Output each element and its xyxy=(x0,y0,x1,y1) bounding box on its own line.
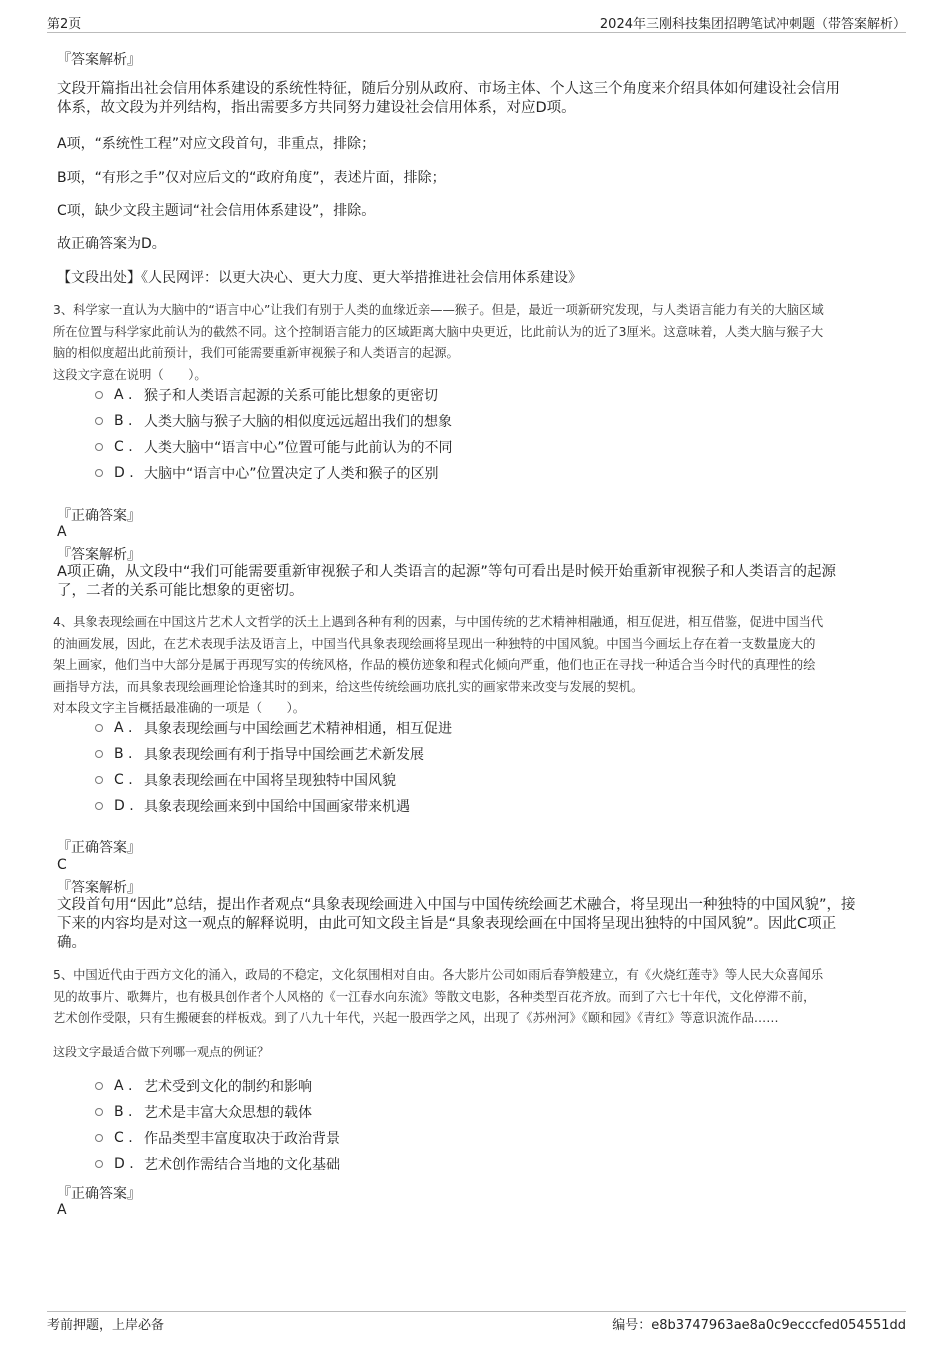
option-letter: C . xyxy=(114,1130,133,1146)
radio-icon[interactable] xyxy=(95,802,103,810)
radio-icon[interactable] xyxy=(95,443,103,451)
q2-conclusion: 故正确答案为D。 xyxy=(57,236,166,252)
header-divider xyxy=(47,32,906,33)
q5-option-d[interactable] xyxy=(95,1154,340,1174)
q2-note-c: C项，缺少文段主题词“社会信用体系建设”，排除。 xyxy=(57,203,376,219)
document-title: 2024年三刚科技集团招聘笔试冲刺题（带答案解析） xyxy=(599,17,906,32)
q5-stem-line: 艺术创作受限，只有生搬硬套的样板戏。到了八九十年代，兴起一股西学之风，出现了《苏州河》《颐和园》《青红》等意识流作品…… xyxy=(53,1011,779,1025)
q4-stem-line: 画指导方法，而具象表现绘画理论恰逢其时的到来，给这些传统绘画功底扎实的画家带来改变与发展的契机。 xyxy=(53,679,644,694)
q3-stem-line: 所在位置与科学家此前认为的截然不同。这个控制语言能力的区域距离大脑中央更近，比此前认为的近了3厘米。这意味着，人类大脑与猴子大 xyxy=(53,324,824,339)
radio-icon[interactable] xyxy=(95,391,103,399)
option-letter: A . xyxy=(114,387,133,403)
option-letter: C . xyxy=(114,772,133,788)
q5-answer-label: 『正确答案』 xyxy=(57,1186,141,1202)
radio-icon[interactable] xyxy=(95,1134,103,1142)
option-letter: D . xyxy=(114,1156,134,1172)
option-text: 艺术受到文化的制约和影响 xyxy=(144,1079,312,1095)
option-letter: A . xyxy=(114,720,133,736)
q4-analysis-line: 文段首句用“因此”总结，提出作者观点“具象表现绘画进入中国与中国传统绘画艺术融合，将呈现出一种独特的中国风貌”，接 xyxy=(57,897,856,913)
q2-analysis-line: 体系，故文段为并列结构，指出需要多方共同努力建设社会信用体系，对应D项。 xyxy=(57,100,576,116)
option-text: 具象表现绘画来到中国给中国画家带来机遇 xyxy=(144,799,410,815)
page-number: 第2页 xyxy=(47,17,82,32)
option-text: 大脑中“语言中心”位置决定了人类和猴子的区别 xyxy=(144,466,439,482)
q3-answer-label: 『正确答案』 xyxy=(57,508,141,524)
q4-analysis xyxy=(57,896,897,953)
q5-stem xyxy=(53,965,898,1030)
radio-icon[interactable] xyxy=(95,724,103,732)
option-text: 具象表现绘画在中国将呈现独特中国风貌 xyxy=(144,773,396,789)
q2-analysis-label: 『答案解析』 xyxy=(57,52,141,68)
radio-icon[interactable] xyxy=(95,750,103,758)
q5-stem-line: 见的故事片、歌舞片，也有极具创作者个人风格的《一江春水向东流》等散文电影，各种类型百花齐放。而到了六七十年代，文化停滞不前， xyxy=(53,989,816,1004)
option-text: 艺术创作需结合当地的文化基础 xyxy=(144,1157,340,1173)
q4-analysis-line: 确。 xyxy=(57,935,86,951)
radio-icon[interactable] xyxy=(95,1108,103,1116)
q4-answer: C xyxy=(57,857,67,873)
document-code: 编号：e8b3747963ae8a0c9ecccfed054551dd xyxy=(612,1318,906,1333)
q3-analysis-line: 了，二者的关系可能比想象的更密切。 xyxy=(57,583,304,599)
option-letter: A . xyxy=(114,1078,133,1094)
q4-stem-line: 对本段文字主旨概括最准确的一项是（ ）。 xyxy=(53,701,306,715)
radio-icon[interactable] xyxy=(95,1160,103,1168)
q2-note-a: A项，“系统性工程”对应文段首句，非重点，排除； xyxy=(57,136,376,152)
radio-icon[interactable] xyxy=(95,1082,103,1090)
q2-analysis xyxy=(57,80,897,118)
q3-stem-line: 这段文字意在说明（ ）。 xyxy=(53,367,207,382)
q3-analysis-label: 『答案解析』 xyxy=(57,547,141,563)
q4-option-a[interactable] xyxy=(95,718,452,738)
q4-option-b[interactable] xyxy=(95,744,424,764)
q5-option-a[interactable] xyxy=(95,1076,312,1096)
option-text: 具象表现绘画有利于指导中国绘画艺术新发展 xyxy=(144,747,424,763)
q5-stem-line: 5、中国近代由于西方文化的涌入，政局的不稳定，文化氛围相对自由。各大影片公司如雨后春笋般建立，有《火烧红莲寺》等人民大众喜闻乐 xyxy=(53,968,824,982)
q4-option-c[interactable] xyxy=(95,770,396,790)
q3-option-b[interactable] xyxy=(95,411,452,431)
footer-divider xyxy=(47,1311,906,1312)
option-letter: D . xyxy=(114,465,134,481)
radio-icon[interactable] xyxy=(95,469,103,477)
option-letter: B . xyxy=(114,1104,133,1120)
q2-note-b: B项，“有形之手”仅对应后文的“政府角度”，表述片面，排除； xyxy=(57,170,446,186)
q5-question: 这段文字最适合做下列哪一观点的例证？ xyxy=(53,1045,270,1059)
option-letter: B . xyxy=(114,746,133,762)
radio-icon[interactable] xyxy=(95,776,103,784)
option-text: 作品类型丰富度取决于政治背景 xyxy=(144,1131,340,1147)
q3-option-c[interactable] xyxy=(95,437,453,457)
option-text: 人类大脑与猴子大脑的相似度远远超出我们的想象 xyxy=(144,414,452,430)
q3-option-a[interactable] xyxy=(95,385,438,405)
radio-icon[interactable] xyxy=(95,417,103,425)
q3-analysis xyxy=(57,563,897,601)
q5-option-c[interactable] xyxy=(95,1128,340,1148)
option-text: 猴子和人类语言起源的关系可能比想象的更密切 xyxy=(144,388,438,404)
q5-answer: A xyxy=(57,1202,67,1218)
q4-stem-line: 架上画家，他们当中大部分是属于再现写实的传统风格，作品的模仿迹象和程式化倾向严重，他们也正在寻找一种适合当今时代的真理性的绘 xyxy=(53,658,816,672)
q4-analysis-line: 下来的内容均是对这一观点的解释说明，由此可知文段主旨是“具象表现绘画在中国将呈现出独特的中国风貌”。因此C项正 xyxy=(57,916,837,932)
option-letter: B . xyxy=(114,413,133,429)
option-text: 艺术是丰富大众思想的载体 xyxy=(144,1105,312,1121)
q4-option-d[interactable] xyxy=(95,796,410,816)
q3-stem-line: 脑的相似度超出此前预计，我们可能需要重新审视猴子和人类语言的起源。 xyxy=(53,346,459,360)
q3-option-d[interactable] xyxy=(95,463,439,483)
option-letter: C . xyxy=(114,439,133,455)
q4-analysis-label: 『答案解析』 xyxy=(57,880,141,896)
q3-analysis-line: A项正确，从文段中“我们可能需要重新审视猴子和人类语言的起源”等句可看出是时候开始重新审视猴子和人类语言的起源 xyxy=(57,564,836,580)
footer-slogan: 考前押题，上岸必备 xyxy=(47,1318,165,1333)
q3-stem xyxy=(53,300,898,386)
q2-source: 【文段出处】《人民网评：以更大决心、更大力度、更大举措推进社会信用体系建设》 xyxy=(57,270,582,286)
q2-analysis-line: 文段开篇指出社会信用体系建设的系统性特征，随后分别从政府、市场主体、个人这三个角度来介绍具体如何建设社会信用 xyxy=(57,81,840,97)
q4-stem-line: 4、具象表现绘画在中国这片艺术人文哲学的沃土上遇到各种有利的因素，与中国传统的艺术精神相融通，相互促进，相互借鉴，促进中国当代 xyxy=(53,615,824,629)
q4-answer-label: 『正确答案』 xyxy=(57,840,141,856)
option-text: 具象表现绘画与中国绘画艺术精神相通，相互促进 xyxy=(144,721,452,737)
q3-answer: A xyxy=(57,524,67,540)
option-text: 人类大脑中“语言中心”位置可能与此前认为的不同 xyxy=(144,440,453,456)
q3-stem-line: 3、科学家一直认为大脑中的“语言中心”让我们有别于人类的血缘近亲——猴子。但是，最近一项新研究发现，与人类语言能力有关的大脑区域 xyxy=(53,303,824,317)
q4-stem xyxy=(53,612,898,720)
option-letter: D . xyxy=(114,798,134,814)
q5-option-b[interactable] xyxy=(95,1102,312,1122)
q4-stem-line: 的油画发展，因此，在艺术表现手法及语言上，中国当代具象表现绘画将呈现出一种独特的中国风貌。中国当今画坛上存在着一支数量庞大的 xyxy=(53,636,816,651)
